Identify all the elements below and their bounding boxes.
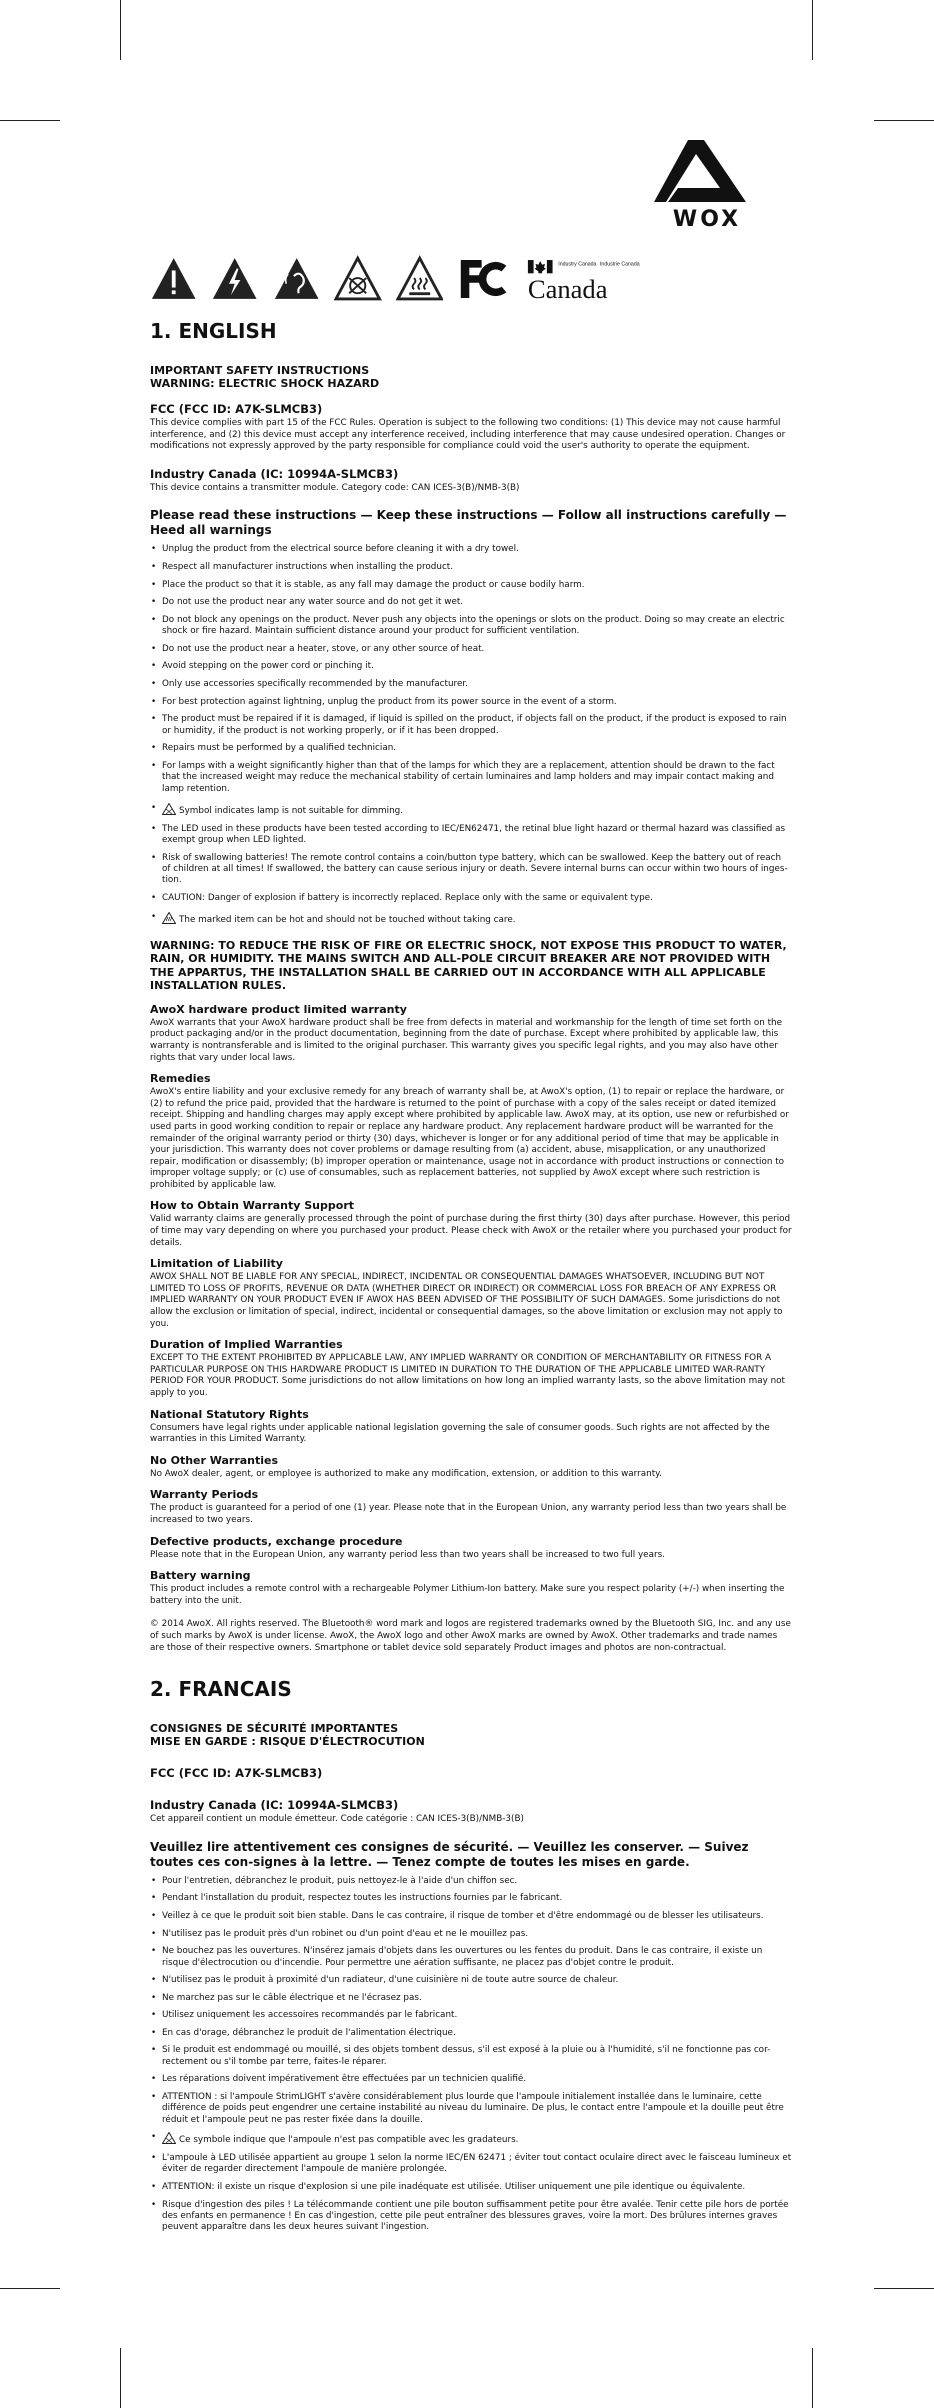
- hot-surface-icon: [162, 912, 176, 924]
- list-item: • The product must be repaired if it is damaged, if liquid is spilled on the product, if objects fall on the product, if the product is exposed to rain or humidity, if the product is not working properly, or if it has been dropped.: [150, 714, 792, 737]
- list-item: • Place the product so that it is stable, as any fall may damage the product or cause bodily harm.: [150, 580, 792, 591]
- logo-wordmark: WOX: [672, 207, 742, 232]
- list-item: • Do not use the product near any water source and do not get it wet.: [150, 597, 792, 608]
- instructions-heading: Please read these instructions — Keep these instructions — Follow all instructions carefully — Heed all warnings: [150, 508, 787, 538]
- list-item: • En cas d'orage, débranchez le produit de l'alimentation électrique.: [150, 2028, 792, 2039]
- list-item: [150, 803, 792, 817]
- english-title: 1. ENGLISH: [150, 319, 277, 343]
- obtain-support-text: Valid warranty claims are generally processed through the point of purchase during the first thirty (30) days after purchase. However, this period of time may vary depending on where you purchased your product. Please check with AwoX or the retailer where you purchased your product for details.: [150, 1214, 792, 1248]
- battery-warning-heading: Battery warning: [150, 1569, 251, 1583]
- list-item: • N'utilisez pas le produit à proximité d'un radiateur, d'une cuisinière ni de toute autre source de chaleur.: [150, 1975, 792, 1986]
- list-item: • ATTENTION: il existe un risque d'explosion si une pile inadéquate est utilisée. Utiliser uniquement une pile identique ou équivalente.: [150, 2182, 792, 2193]
- canada-wordmark-icon: [526, 255, 640, 303]
- warning-icon: [150, 254, 197, 304]
- warranty-text: AwoX warrants that your AwoX hardware product shall be free from defects in material and workmanship for the length of time set forth on the product packaging and/or in the product documentation, beginning from the date of purchase. Except where prohibited by applicable law, this warranty is nontransferable and is limited to the original purchaser. This warranty gives you specific legal rights, and you may also have other rights that vary under local laws.: [150, 1017, 783, 1063]
- ic-text-fr: Cet appareil contient un module émetteur. Code catégorie : CAN ICES-3(B)/NMB-3(B): [150, 1814, 524, 1825]
- list-item: • Avoid stepping on the power cord or pinching it.: [150, 661, 792, 672]
- crop-mark: [874, 120, 934, 121]
- remedies-text: AwoX's entire liability and your exclusive remedy for any breach of warranty shall be, at AwoX's option, (1) to repair or replace the hardware, or (2) to refund the price paid, provided that the hardware is returned to the point of purchase with a copy of the sales receipt or dated itemized receipt. Shipping and handling charges may apply except where prohibited by applicable law. AwoX may, at its option, use new or refurbished or used parts in good working condition to repair or replace any hardware product. Any replacement hardware product will be warranted for the remainder of the original warranty period or thirty (30) days, whichever is longer or for any additional period of time that may be applicable in your jurisdiction. This warranty does not cover problems or damage resulting from (a) accident, abuse, misapplication, or any unauthorized repair, modification or disassembly; (b) improper operation or maintenance, usage not in accordance with product instructions or connection to improper voltage supply; or (c) use of consumables, such as replacement batteries, not supplied by AwoX except where such restriction is prohibited by applicable law.: [150, 1087, 789, 1190]
- no-dimmer-icon: [162, 803, 176, 815]
- list-item: [150, 912, 792, 926]
- shock-hazard-heading: WARNING: ELECTRIC SHOCK HAZARD: [150, 377, 380, 390]
- fcc-text: This device complies with part 15 of the FCC Rules. Operation is subject to the following two conditions: (1) This device may not cause harmful interference, and (2) this device must accept any interference received, including interference that may cause undesired operation. Changes or modifications not expressly approved by the party responsible for compliance could void the user's authority to operate the equipment.: [150, 418, 786, 452]
- svg-text:Industrie Canada: Industrie Canada: [600, 261, 640, 268]
- list-item: • Only use accessories specifically recommended by the manufacturer.: [150, 679, 792, 690]
- list-item: • Ne bouchez pas les ouvertures. N'insérez jamais d'objets dans les ouvertures ou les fentes du produit. Dans le cas contraire, il existe un risque d'électrocution ou d'incendie. Pour permettre une aération suffisante, ne placez pas d'objet contre le produit.: [150, 1946, 792, 1969]
- dimmer-note-fr: Ce symbole indique que l'ampoule n'est pas compatible avec les gradateurs.: [179, 2135, 519, 2146]
- liability-heading: Limitation of Liability: [150, 1257, 283, 1271]
- dimmer-note: Symbol indicates lamp is not suitable for dimming.: [179, 805, 404, 816]
- crop-mark: [0, 2288, 60, 2289]
- no-other-warranties-text: No AwoX dealer, agent, or employee is authorized to make any modification, extension, or addition to this warranty.: [150, 1468, 662, 1479]
- warranty-periods-heading: Warranty Periods: [150, 1488, 259, 1502]
- list-item: • Do not use the product near a heater, stove, or any other source of heat.: [150, 644, 792, 655]
- svg-text:Industry Canada: Industry Canada: [558, 261, 597, 268]
- crop-mark: [874, 2288, 934, 2289]
- list-item: • Risk of swallowing batteries! The remote control contains a coin/button type battery, which can be swallowed. Keep the battery out of reach of children at all times! If swallowed, the battery can cause serious injury or death. Severe internal burns can occur within two hours of inges-tion.: [150, 853, 792, 887]
- battery-warning-text: This product includes a remote control with a rechargeable Polymer Lithium-Ion battery. Make sure you respect polarity (+/-) when inserting the battery into the unit.: [150, 1584, 785, 1606]
- list-item: • For best protection against lightning, unplug the product from its power source in the event of a storm.: [150, 697, 792, 708]
- fcc-heading-fr: FCC (FCC ID: A7K-SLMCB3): [150, 1766, 323, 1781]
- statutory-rights-text: Consumers have legal rights under applicable national legislation governing the sale of consumer goods. Such rights are not affected by the warranties in this Limited Warranty.: [150, 1422, 770, 1445]
- no-dimmer-icon: [162, 2132, 176, 2144]
- fcc-heading: FCC (FCC ID: A7K-SLMCB3): [150, 402, 323, 416]
- symbol-row: [150, 250, 640, 308]
- list-item: • Respect all manufacturer instructions when installing the product.: [150, 562, 792, 573]
- shock-hazard-heading-fr: MISE EN GARDE : RISQUE D'ÉLECTROCUTION: [150, 1735, 425, 1749]
- list-item: • Pendant l'installation du produit, respectez toutes les instructions fournies par le fabricant.: [150, 1893, 792, 1904]
- hot-note: The marked item can be hot and should not be touched without taking care.: [179, 915, 516, 926]
- liability-text: AWOX SHALL NOT BE LIABLE FOR ANY SPECIAL, INDIRECT, INCIDENTAL OR CONSEQUENTIAL DAMAGES WHATSOEVER, INCLUDING BUT NOT LIMITED TO LOSS OF PROFITS, REVENUE OR DATA (WHETHER DIRECT OR INDIRECT) OR COMMERCIAL LOSS FOR BREACH OF ANY EXPRESS OR IMPLIED WARRANTY ON YOUR PRODUCT EVEN IF AWOX HAS BEEN ADVISED OF THE POSSIBILITY OF SUCH DAMAGES. Some jurisdictions do not allow the exclusion or limitation of special, indirect, incidental or consequential damages, so the above limitation or exclusion may not apply to you.: [150, 1272, 783, 1329]
- safety-heading: IMPORTANT SAFETY INSTRUCTIONS: [150, 364, 370, 377]
- list-item: • For lamps with a weight significantly higher than that of the lamps for which they are a replacement, attention should be drawn to the fact that the increased weight may reduce the mechanical stability of certain luminaires and lamp holders and may impair contact making and lamp retention.: [150, 761, 792, 795]
- list-item: • CAUTION: Danger of explosion if battery is incorrectly replaced. Replace only with the same or equivalent type.: [150, 893, 792, 904]
- list-item: [150, 2132, 792, 2146]
- list-item: • Les réparations doivent impérativement être effectuées par un technicien qualifié.: [150, 2074, 792, 2085]
- crop-mark: [120, 0, 121, 60]
- ic-heading: Industry Canada (IC: 10994A-SLMCB3): [150, 466, 399, 481]
- statutory-rights-heading: National Statutory Rights: [150, 1407, 309, 1421]
- list-item: • Do not block any openings on the product. Never push any objects into the openings or slots on the product. Doing so may create an electric shock or fire hazard. Maintain sufficient distance around your product for sufficient ventilation.: [150, 615, 792, 638]
- french-section: [150, 1678, 792, 2234]
- list-item: • L'ampoule à LED utilisée appartient au groupe 1 selon la norme IEC/EN 62471 ; éviter tout contact oculaire direct avec le faisceau lumineux et éviter de regarder directement l'ampoule de manière prolongée.: [150, 2153, 792, 2176]
- list-item: • Utilisez uniquement les accessoires recommandés par le fabricant.: [150, 2010, 792, 2021]
- obtain-support-heading: How to Obtain Warranty Support: [150, 1199, 355, 1213]
- list-item: • Ne marchez pas sur le câble électrique et ne l'écrasez pas.: [150, 1993, 792, 2004]
- crop-mark: [120, 2348, 121, 2408]
- list-item: • N'utilisez pas le produit près d'un robinet ou d'un point d'eau et ne le mouillez pas.: [150, 1929, 792, 1940]
- safety-heading-fr: CONSIGNES DE SÉCURITÉ IMPORTANTES: [150, 1722, 399, 1736]
- awox-logo: [654, 140, 760, 232]
- list-item: • ATTENTION : si l'ampoule StrimLIGHT s'avère considérablement plus lourde que l'ampoule initialement installée dans le luminaire, cette différence de poids peut engendrer une certaine instabilité au niveau du luminaire. De plus, le contact entre l'ampoule et la douille peut être réduit et l'ampoule peut ne pas rester fixée dans la douille.: [150, 2092, 792, 2126]
- ic-heading-fr: Industry Canada (IC: 10994A-SLMCB3): [150, 1798, 399, 1813]
- copyright-text: © 2014 AwoX. All rights reserved. The Bluetooth® word mark and logos are registered trademarks owned by the Bluetooth SIG, Inc. and any use of such marks by AwoX is under license. AwoX, the AwoX logo and other AwoX marks are owned by AwoX. Other trademarks and trade names are those of their respective owners. Smartphone or tablet device sold separately Product images and photos are non-contractual.: [150, 1619, 791, 1653]
- hot-surface-icon: [396, 254, 443, 304]
- fcc-logo-icon: [457, 255, 512, 303]
- safety-list-fr: [150, 1876, 792, 2234]
- instructions-heading-fr: Veuillez lire attentivement ces consignes de sécurité. — Veuillez les conserver. — Suivez toutes ces con-signes à la lettre. — Tenez compte de toutes les mises en garde.: [150, 1839, 749, 1869]
- remedies-heading: Remedies: [150, 1072, 211, 1086]
- list-item: • Unplug the product from the electrical source before cleaning it with a dry towel.: [150, 544, 792, 555]
- warranty-heading: AwoX hardware product limited warranty: [150, 1002, 407, 1016]
- list-item: • Risque d'ingestion des piles ! La télécommande contient une pile bouton suffisamment petite pour être avalée. Tenir cette pile hors de portée des enfants en permanence ! En cas d'ingestion, cette pile peut entraîner des blessures graves, voire la mort. Des brûlures internes graves peuvent apparaître dans les deux heures suivant l'ingestion.: [150, 2200, 792, 2234]
- implied-warranties-text: EXCEPT TO THE EXTENT PROHIBITED BY APPLICABLE LAW, ANY IMPLIED WARRANTY OR CONDITION OF MERCHANTABILITY OR FITNESS FOR A PARTICULAR PURPOSE ON THIS HARDWARE PRODUCT IS LIMITED IN DURATION TO THE DURATION OF THE APPLICABLE LIMITED WAR-RANTY PERIOD FOR YOUR PRODUCT. Some jurisdictions do not allow limitations on how long an implied warranty lasts, so the above limitation may not apply to you.: [150, 1353, 785, 1398]
- svg-text:Canada: Canada: [528, 273, 608, 303]
- no-other-warranties-heading: No Other Warranties: [150, 1453, 279, 1467]
- crop-mark: [812, 2348, 813, 2408]
- manual-content: [150, 320, 792, 2240]
- fire-shock-warning: WARNING: TO REDUCE THE RISK OF FIRE OR ELECTRIC SHOCK, NOT EXPOSE THIS PRODUCT TO WATER, RAIN, OR HUMIDITY. THE MAINS SWITCH AND ALL-POLE CIRCUIT BREAKER ARE NOT PROVIDED WITH THE APPARTUS, THE INSTALLATION SHALL BE CARRIED OUT IN ACCORDANCE WITH ALL APPLICABLE INSTALLATION RULES.: [150, 938, 787, 993]
- crop-mark: [812, 0, 813, 60]
- safety-list: [150, 544, 792, 926]
- french-title: 2. FRANCAIS: [150, 1677, 292, 1702]
- list-item: • The LED used in these products have been tested according to IEC/EN62471, the retinal blue light hazard or thermal hazard was classified as exempt group when LED lighted.: [150, 824, 792, 847]
- list-item: • Veillez à ce que le produit soit bien stable. Dans le cas contraire, il risque de tomber et d'être endommagé ou de blesser les utilisateurs.: [150, 1911, 792, 1922]
- list-item: • Repairs must be performed by a qualified technician.: [150, 743, 792, 754]
- crop-mark: [0, 120, 60, 121]
- defective-products-heading: Defective products, exchange procedure: [150, 1534, 403, 1548]
- list-item: • Pour l'entretien, débranchez le produit, puis nettoyez-le à l'aide d'un chiffon sec.: [150, 1876, 792, 1887]
- warranty-periods-text: The product is guaranteed for a period of one (1) year. Please note that in the European Union, any warranty period less than two years shall be increased to two years.: [150, 1503, 787, 1525]
- ic-text: This device contains a transmitter module. Category code: CAN ICES-3(B)/NMB-3(B): [150, 482, 520, 493]
- list-item: • Si le produit est endommagé ou mouillé, si des objets tombent dessus, s'il est exposé à la pluie ou à l'humidité, s'il ne fonctionne pas cor-rectement ou s'il tombe par terre, faites-le réparer.: [150, 2045, 792, 2068]
- electric-shock-icon: [211, 254, 258, 304]
- implied-warranties-heading: Duration of Implied Warranties: [150, 1338, 343, 1352]
- no-dimmer-icon: [334, 254, 381, 304]
- defective-products-text: Please note that in the European Union, any warranty period less than two years shall be increased to two full years.: [150, 1549, 665, 1560]
- hearing-hazard-icon: [273, 254, 320, 304]
